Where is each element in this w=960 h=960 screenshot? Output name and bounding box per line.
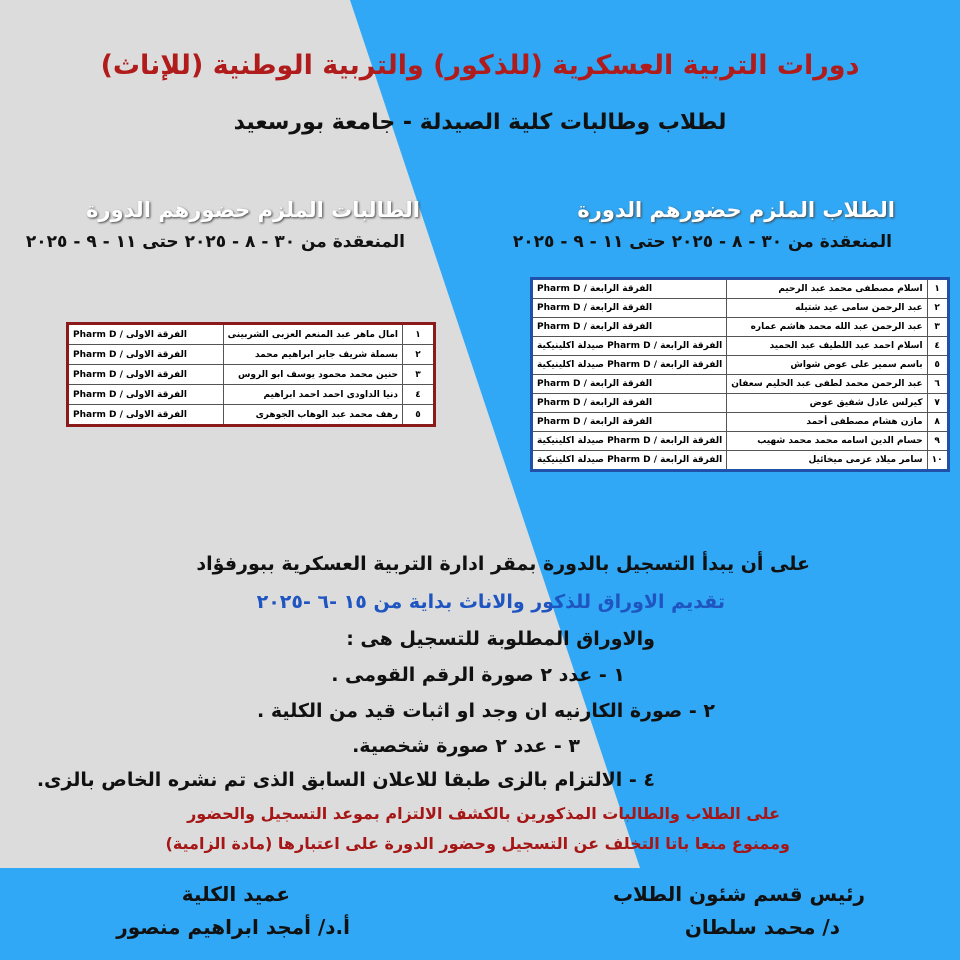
row-number: ١ [403, 324, 435, 345]
row-number: ٣ [403, 365, 435, 385]
student-year: الفرقة الرابعة / Pharm D صيدلة اكلينيكية [532, 432, 727, 451]
student-affairs-title: رئيس قسم شئون الطلاب [612, 882, 865, 906]
table-row [532, 356, 949, 375]
registration-location: على أن يبدأ التسجيل بالدورة بمقر ادارة التربية العسكرية ببورفؤاد [196, 553, 810, 575]
student-year: الفرقة الرابعة / Pharm D صيدلة اكلينيكية [532, 337, 727, 356]
row-number: ١ [927, 279, 948, 299]
table-row [532, 279, 949, 299]
table-row [532, 299, 949, 318]
student-name: باسم سمير على عوض شواش [727, 356, 927, 375]
student-name: دنيا الداودى احمد احمد ابراهيم [223, 385, 402, 405]
student-year: الفرقة الرابعة / Pharm D [532, 299, 727, 318]
required-item-2: ٢ - صورة الكارنيه ان وجد او اثبات قيد من الكلية . [256, 700, 715, 722]
row-number: ٧ [927, 394, 948, 413]
required-item-4: ٤ - الالتزام بالزى طبقا للاعلان السابق الذى تم نشره الخاص بالزى. [36, 769, 655, 791]
table-row [532, 375, 949, 394]
student-name: عبد الرحمن محمد لطفى عبد الحليم سعفان [727, 375, 927, 394]
student-name: اسلام مصطفى محمد عبد الرحيم [727, 279, 927, 299]
student-year: الفرقة الرابعة / Pharm D صيدلة اكلينيكية [532, 356, 727, 375]
student-name: كيرلس عادل شفيق عوض [727, 394, 927, 413]
row-number: ٢ [403, 345, 435, 365]
student-year: الفرقة الرابعة / Pharm D [532, 375, 727, 394]
table-row [532, 413, 949, 432]
row-number: ٥ [403, 405, 435, 426]
student-name: حنين محمد محمود يوسف ابو الروس [223, 365, 402, 385]
student-name: عبد الرحمن سامى عيد شتيله [727, 299, 927, 318]
female-section-heading: الطالبات الملزم حضورهم الدورة [86, 198, 420, 222]
table-row [532, 432, 949, 451]
student-year: الفرقة الاولى / Pharm D [68, 385, 224, 405]
page-title: دورات التربية العسكرية (للذكور) والتربية الوطنية (للإناث) [100, 50, 860, 81]
student-affairs-name: د/ محمد سلطان [684, 915, 840, 939]
student-year: الفرقة الاولى / Pharm D [68, 345, 224, 365]
student-name: بسملة شريف جابر ابراهيم محمد [223, 345, 402, 365]
table-row [532, 318, 949, 337]
row-number: ٤ [403, 385, 435, 405]
student-year: الفرقة الرابعة / Pharm D [532, 394, 727, 413]
female-students-table [66, 322, 436, 427]
male-students-table [530, 277, 950, 472]
row-number: ٦ [927, 375, 948, 394]
dean-title: عميد الكلية [181, 882, 290, 906]
row-number: ١٠ [927, 451, 948, 471]
student-name: حسام الدين اسامه محمد محمد شهيب [727, 432, 927, 451]
male-section-heading: الطلاب الملزم حضورهم الدورة [577, 198, 895, 222]
student-year: الفرقة الاولى / Pharm D [68, 405, 224, 426]
required-papers-heading: والاوراق المطلوبة للتسجيل هى : [346, 628, 655, 650]
male-section-dates: المنعقدة من ٣٠ - ٨ - ٢٠٢٥ حتى ١١ - ٩ - ٢٠٢٥ [512, 232, 892, 252]
page-subtitle: لطلاب وطالبات كلية الصيدلة - جامعة بورسعيد [233, 110, 727, 135]
row-number: ٢ [927, 299, 948, 318]
required-item-3: ٣ - عدد ٢ صورة شخصية. [352, 735, 580, 757]
table-row [68, 365, 435, 385]
student-year: الفرقة الاولى / Pharm D [68, 324, 224, 345]
student-name: مازن هشام مصطفى أحمد [727, 413, 927, 432]
required-item-1: ١ - عدد ٢ صورة الرقم القومى . [331, 664, 625, 686]
student-name: امال ماهر عبد المنعم العزبى الشربينى [223, 324, 402, 345]
row-number: ٨ [927, 413, 948, 432]
table-row [68, 345, 435, 365]
dean-name: أ.د/ أمجد ابراهيم منصور [116, 915, 350, 939]
table-row [68, 405, 435, 426]
student-name: اسلام احمد عبد اللطيف عبد الحميد [727, 337, 927, 356]
student-year: الفرقة الرابعة / Pharm D [532, 413, 727, 432]
table-row [68, 385, 435, 405]
student-name: سامر ميلاد عزمى ميخائيل [727, 451, 927, 471]
student-name: عبد الرحمن عبد الله محمد هاشم عماره [727, 318, 927, 337]
female-section-dates: المنعقدة من ٣٠ - ٨ - ٢٠٢٥ حتى ١١ - ٩ - ٢٠٢٥ [25, 232, 405, 252]
table-row [532, 337, 949, 356]
table-row [532, 451, 949, 471]
table-row [532, 394, 949, 413]
student-year: الفرقة الاولى / Pharm D [68, 365, 224, 385]
student-year: الفرقة الرابعة / Pharm D [532, 318, 727, 337]
row-number: ٤ [927, 337, 948, 356]
papers-submission-date: تقديم الاوراق للذكور والاناث بداية من ١٥ -٦ -٢٠٢٥ [256, 591, 725, 613]
row-number: ٣ [927, 318, 948, 337]
row-number: ٥ [927, 356, 948, 375]
student-year: الفرقة الرابعة / Pharm D [532, 279, 727, 299]
attendance-warning-2: وممنوع منعا باتا التخلف عن التسجيل وحضور الدورة على اعتبارها (مادة الزامية) [165, 834, 790, 853]
table-row [68, 324, 435, 345]
attendance-warning-1: على الطلاب والطالبات المذكورين بالكشف الالتزام بموعد التسجيل والحضور [187, 804, 780, 823]
row-number: ٩ [927, 432, 948, 451]
student-year: الفرقة الرابعة / Pharm D صيدلة اكلينيكية [532, 451, 727, 471]
student-name: رهف محمد عبد الوهاب الجوهرى [223, 405, 402, 426]
